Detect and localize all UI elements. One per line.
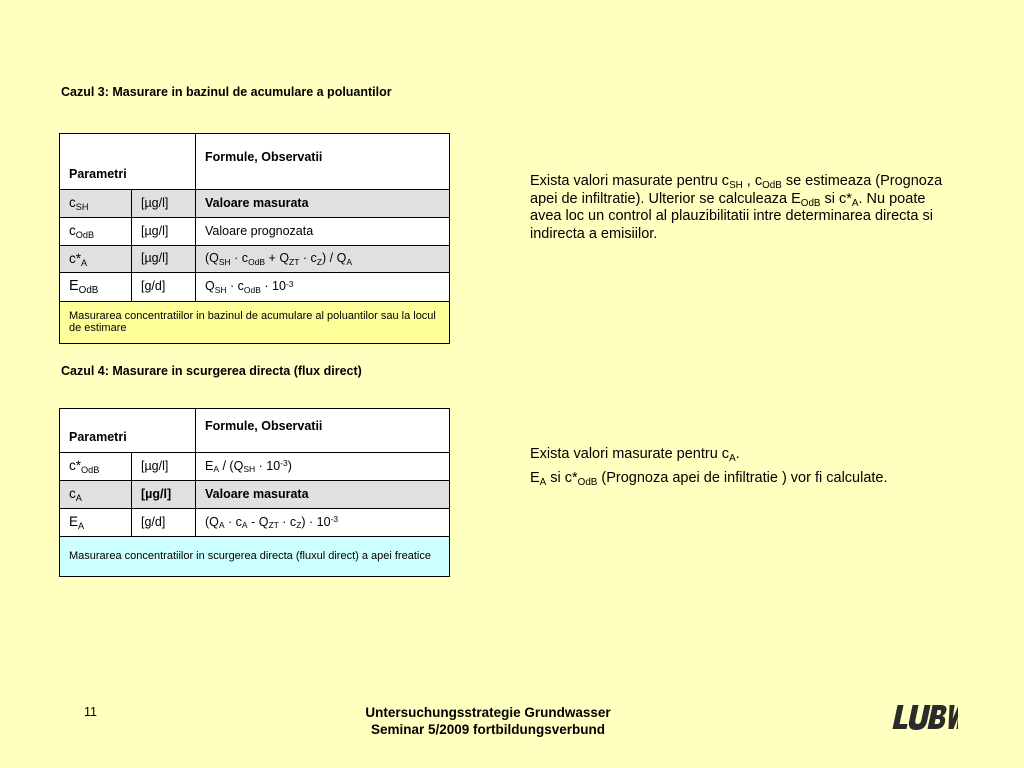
case3-title: Cazul 3: Masurare in bazinul de acumulare a poluantilor bbox=[61, 85, 392, 99]
param-unit: [µg/l] bbox=[132, 481, 196, 509]
case3-note: Masurarea concentratiilor in bazinul de acumulare al poluantilor sau la locul de estimare bbox=[60, 302, 450, 344]
param-unit: [g/d] bbox=[132, 273, 196, 302]
param-unit: [µg/l] bbox=[132, 246, 196, 273]
footer-line1: Untersuchungsstrategie Grundwasser bbox=[365, 705, 611, 720]
header-formule: Formule, Observatii bbox=[196, 134, 450, 190]
param-formula: Valoare prognozata bbox=[196, 218, 450, 246]
case3-table bbox=[59, 133, 450, 344]
param-symbol: $E_A$ bbox=[60, 509, 132, 537]
param-formula: $E_A / (Q_{SH} \cdot 10^{-3})$ bbox=[196, 453, 450, 481]
param-unit: [µg/l] bbox=[132, 453, 196, 481]
case4-note: Masurarea concentratiilor in scurgerea directa (fluxul direct) a apei freatice bbox=[60, 537, 450, 577]
table-row bbox=[60, 218, 450, 246]
param-symbol: $E_{OdB}$ bbox=[60, 273, 132, 302]
table-row bbox=[60, 509, 450, 537]
case3-explanation-text: Exista valori masurate pentru $c_{SH}$ , $c_{OdB}$ se estimeaza (Prognoza apei de infiltratie). Ulterior se calculeaza $E_{OdB}$ si $c*_A$. Nu poate avea loc un control al plauzibilitatii intre determinarea directa si indirecta a emisiilor. bbox=[530, 173, 943, 243]
param-formula: $(Q_{SH} \cdot c_{OdB} + Q_{ZT} \cdot c_Z) / Q_A$ bbox=[196, 246, 450, 273]
param-symbol: $c*_A$ bbox=[60, 246, 132, 273]
param-unit: [µg/l] bbox=[132, 218, 196, 246]
table-row bbox=[60, 453, 450, 481]
header-formule: Formule, Observatii bbox=[196, 409, 450, 453]
lubw-logo bbox=[888, 703, 958, 731]
case4-explanation bbox=[530, 446, 970, 487]
param-symbol: $c_{SH}$ bbox=[60, 190, 132, 218]
param-symbol: $c_{OdB}$ bbox=[60, 218, 132, 246]
param-unit: [g/d] bbox=[132, 509, 196, 537]
param-unit: [µg/l] bbox=[132, 190, 196, 218]
param-formula: Valoare masurata bbox=[196, 481, 450, 509]
header-parametri: Parametri bbox=[60, 409, 196, 453]
case4-table bbox=[59, 408, 450, 577]
footer-line2: Seminar 5/2009 fortbildungsverbund bbox=[370, 721, 606, 737]
param-symbol: $c_A$ bbox=[60, 481, 132, 509]
table-row bbox=[60, 481, 450, 509]
case3-explanation bbox=[530, 173, 950, 244]
page-number: 11 bbox=[84, 705, 97, 719]
param-formula: $(Q_A \cdot c_A - Q_{ZT} \cdot c_Z) \cdot 10^{-3}$ bbox=[196, 509, 450, 537]
footer-title bbox=[300, 705, 676, 739]
header-parametri: Parametri bbox=[60, 134, 196, 190]
param-symbol: $c*_{OdB}$ bbox=[60, 453, 132, 481]
case4-title: Cazul 4: Masurare in scurgerea directa (flux direct) bbox=[61, 364, 362, 378]
table-row bbox=[60, 190, 450, 218]
table-row bbox=[60, 273, 450, 302]
param-formula: $Q_{SH} \cdot c_{OdB} \cdot 10^{-3}$ bbox=[196, 273, 450, 302]
table-row bbox=[60, 246, 450, 273]
case4-explanation-line2: $E_A$ si $c*_{OdB}$ (Prognoza apei de infiltratie ) vor fi calculate. bbox=[530, 469, 888, 488]
param-formula: Valoare masurata bbox=[196, 190, 450, 218]
case4-explanation-line1: Exista valori masurate pentru $c_A$. bbox=[530, 446, 740, 464]
